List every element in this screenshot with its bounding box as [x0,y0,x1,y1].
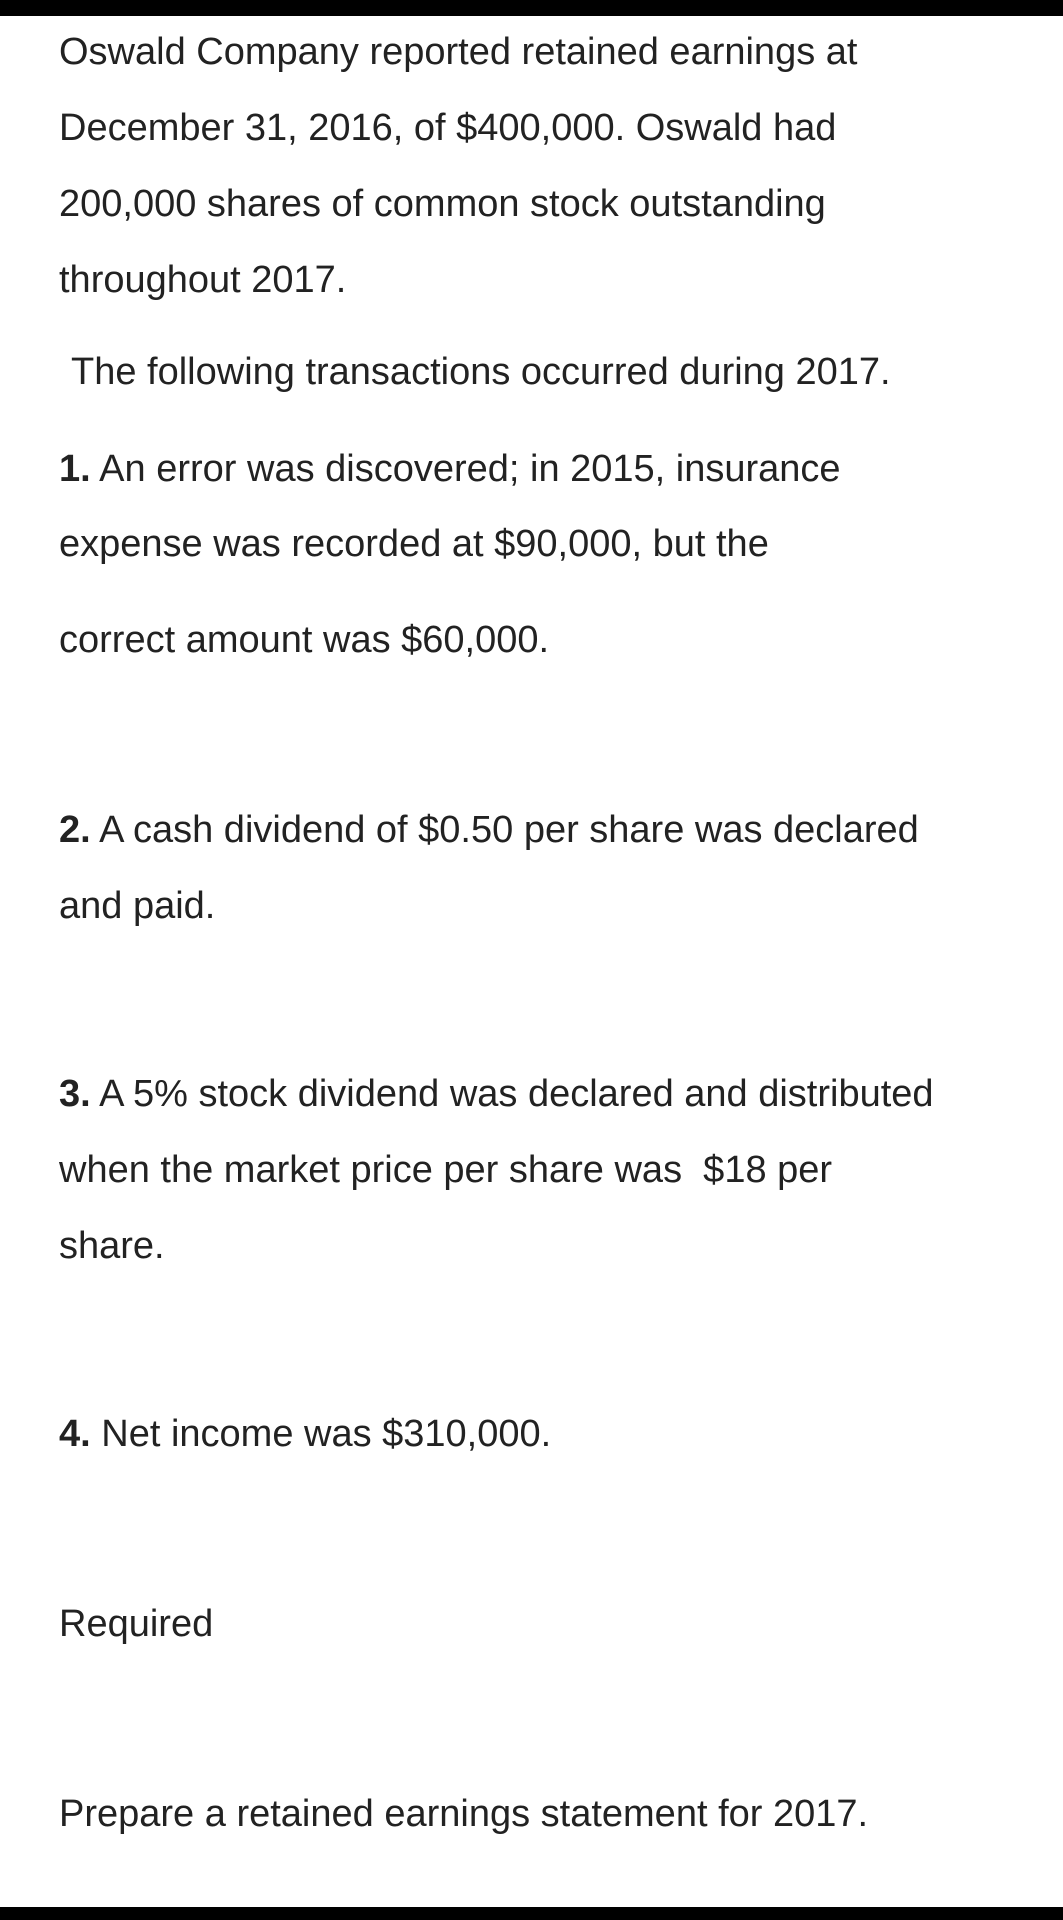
item-1-text-1: An error was discovered; in 2015, insurance [99,448,841,490]
item-1-line-1 [59,447,841,491]
item-2-number: 2. [59,809,91,851]
following-heading: The following transactions occurred during 2017. [71,351,891,393]
intro-line-1: Oswald Company reported retained earnings at [59,31,858,73]
item-1-line-2: expense was recorded at $90,000, but the [59,523,769,565]
item-1-number: 1. [59,448,91,490]
item-4-line-1 [59,1412,551,1456]
item-2-line-2: and paid. [59,885,216,927]
item-4-number: 4. [59,1413,91,1455]
item-2-line-1 [59,808,919,852]
top-edge-bar [0,0,1063,16]
item-3-line-1 [59,1072,934,1116]
item-3-number: 3. [59,1073,91,1115]
item-3-text-1: A 5% stock dividend was declared and distributed [99,1073,934,1115]
item-2-text-1: A cash dividend of $0.50 per share was declared [99,809,919,851]
bottom-edge-bar [0,1907,1063,1920]
item-3-line-3: share. [59,1225,165,1267]
intro-line-2: December 31, 2016, of $400,000. Oswald had [59,107,837,149]
task-text: Prepare a retained earnings statement for 2017. [59,1793,869,1835]
item-1-line-3: correct amount was $60,000. [59,619,550,661]
required-label: Required [59,1603,214,1645]
intro-line-3: 200,000 shares of common stock outstanding [59,183,826,225]
intro-line-4: throughout 2017. [59,259,347,301]
item-4-text-1: Net income was $310,000. [101,1413,552,1455]
item-3-line-2: when the market price per share was $18 per [59,1149,833,1191]
